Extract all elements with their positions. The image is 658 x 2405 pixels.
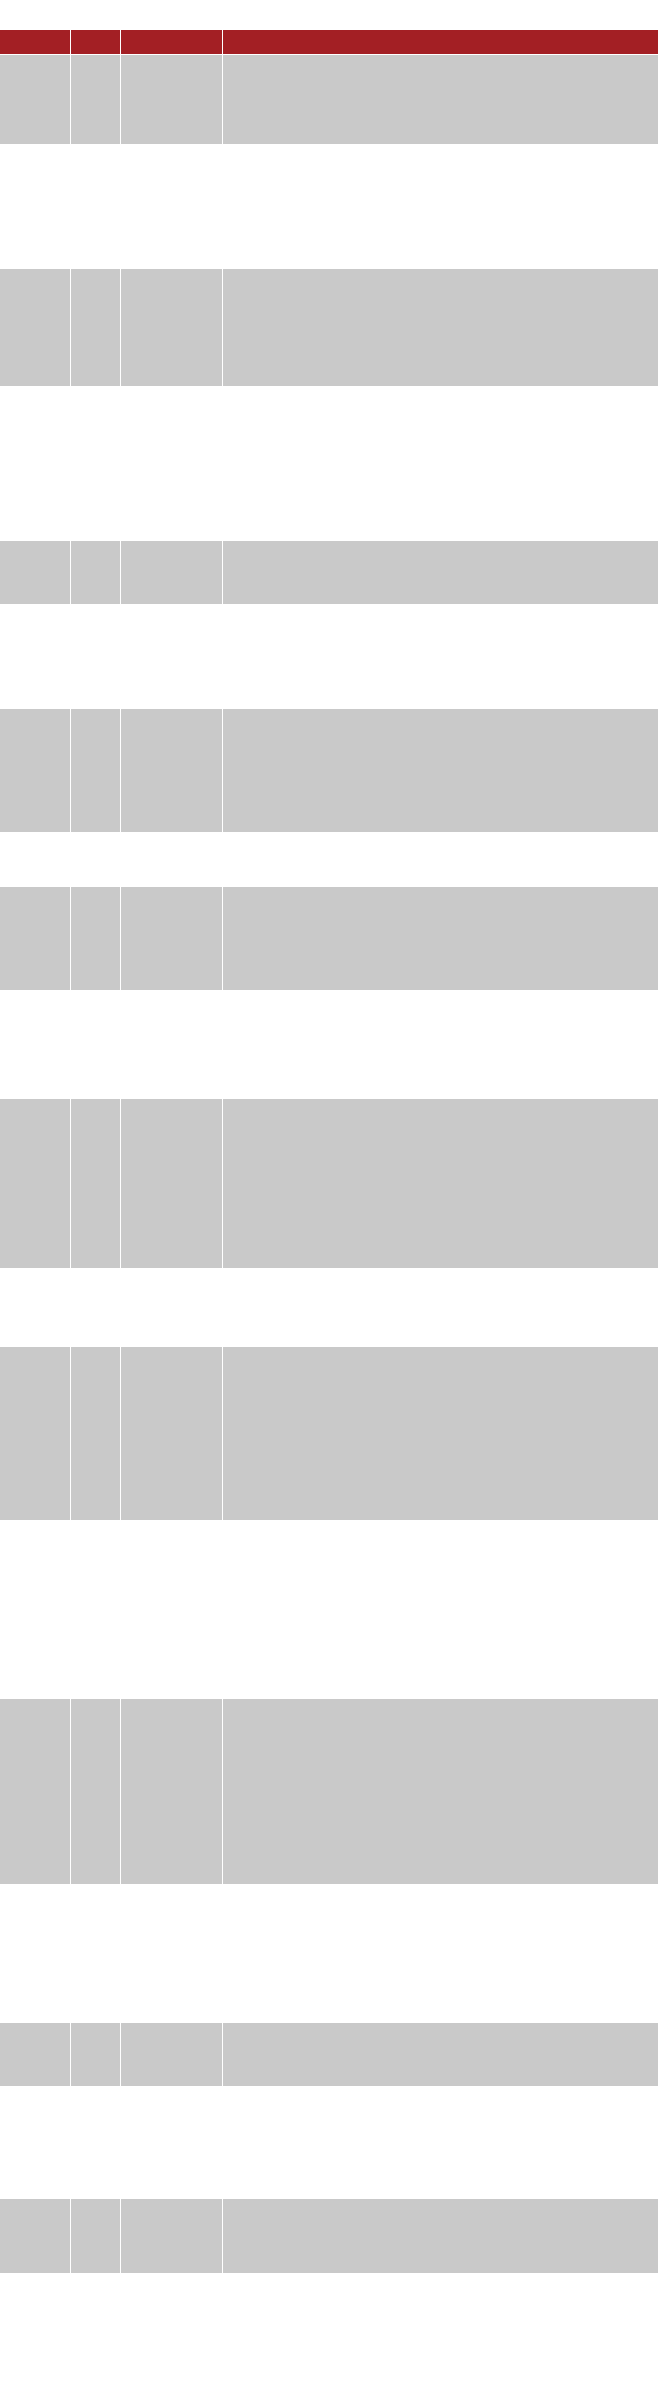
cell-content: [222, 541, 658, 605]
cell-date: [0, 991, 70, 1099]
cell-dept: [70, 387, 120, 541]
cell-dept: [70, 1347, 120, 1521]
table-row: [0, 991, 658, 1099]
cell-dept: [70, 887, 120, 991]
table-row: [0, 2023, 658, 2087]
cell-doc: [120, 1699, 222, 1885]
cell-dept: [70, 2023, 120, 2087]
cell-doc: [120, 991, 222, 1099]
policy-table: [0, 30, 658, 2273]
table-row: [0, 833, 658, 887]
cell-date: [0, 1699, 70, 1885]
cell-date: [0, 1885, 70, 2023]
cell-content: [222, 387, 658, 541]
cell-content: [222, 887, 658, 991]
cell-date: [0, 541, 70, 605]
cell-dept: [70, 1099, 120, 1269]
cell-date: [0, 605, 70, 709]
cell-content: [222, 709, 658, 833]
cell-content: [222, 269, 658, 387]
table-row: [0, 387, 658, 541]
cell-content: [222, 55, 658, 145]
table-row: [0, 709, 658, 833]
table-row: [0, 55, 658, 145]
cell-dept: [70, 2087, 120, 2199]
cell-doc: [120, 887, 222, 991]
cell-doc: [120, 1347, 222, 1521]
cell-doc: [120, 1099, 222, 1269]
cell-date: [0, 2199, 70, 2273]
table-row: [0, 541, 658, 605]
cell-dept: [70, 1699, 120, 1885]
cell-dept: [70, 1269, 120, 1347]
cell-doc: [120, 1269, 222, 1347]
cell-date: [0, 2023, 70, 2087]
cell-content: [222, 1099, 658, 1269]
cell-dept: [70, 2199, 120, 2273]
cell-doc: [120, 55, 222, 145]
table-row: [0, 1347, 658, 1521]
cell-doc: [120, 1885, 222, 2023]
cell-doc: [120, 2087, 222, 2199]
table-row: [0, 1699, 658, 1885]
cell-content: [222, 833, 658, 887]
cell-content: [222, 2199, 658, 2273]
cell-doc: [120, 605, 222, 709]
cell-content: [222, 145, 658, 269]
cell-date: [0, 1099, 70, 1269]
cell-dept: [70, 269, 120, 387]
cell-doc: [120, 833, 222, 887]
cell-doc: [120, 387, 222, 541]
cell-doc: [120, 269, 222, 387]
cell-content: [222, 2087, 658, 2199]
cell-date: [0, 1521, 70, 1699]
cell-date: [0, 387, 70, 541]
header-content: [222, 30, 658, 55]
cell-doc: [120, 145, 222, 269]
cell-date: [0, 55, 70, 145]
cell-content: [222, 1699, 658, 1885]
cell-content: [222, 1269, 658, 1347]
cell-content: [222, 2023, 658, 2087]
table-row: [0, 145, 658, 269]
cell-doc: [120, 709, 222, 833]
cell-content: [222, 1347, 658, 1521]
cell-content: [222, 605, 658, 709]
cell-doc: [120, 1521, 222, 1699]
cell-dept: [70, 1885, 120, 2023]
cell-date: [0, 833, 70, 887]
cell-dept: [70, 541, 120, 605]
cell-dept: [70, 709, 120, 833]
cell-doc: [120, 2023, 222, 2087]
cell-content: [222, 991, 658, 1099]
cell-date: [0, 1347, 70, 1521]
cell-dept: [70, 55, 120, 145]
header-date: [0, 30, 70, 55]
cell-doc: [120, 2199, 222, 2273]
table-row: [0, 1099, 658, 1269]
header-doc: [120, 30, 222, 55]
cell-dept: [70, 1521, 120, 1699]
cell-date: [0, 1269, 70, 1347]
cell-date: [0, 269, 70, 387]
table-row: [0, 2087, 658, 2199]
table-row: [0, 2199, 658, 2273]
table-header-row: [0, 30, 658, 55]
table-row: [0, 1521, 658, 1699]
table-row: [0, 1885, 658, 2023]
cell-dept: [70, 605, 120, 709]
cell-date: [0, 145, 70, 269]
header-dept: [70, 30, 120, 55]
table-row: [0, 269, 658, 387]
cell-dept: [70, 833, 120, 887]
cell-content: [222, 1885, 658, 2023]
table-row: [0, 887, 658, 991]
cell-doc: [120, 541, 222, 605]
table-row: [0, 605, 658, 709]
cell-date: [0, 2087, 70, 2199]
cell-dept: [70, 991, 120, 1099]
cell-content: [222, 1521, 658, 1699]
cell-dept: [70, 145, 120, 269]
cell-date: [0, 887, 70, 991]
cell-date: [0, 709, 70, 833]
table-row: [0, 1269, 658, 1347]
